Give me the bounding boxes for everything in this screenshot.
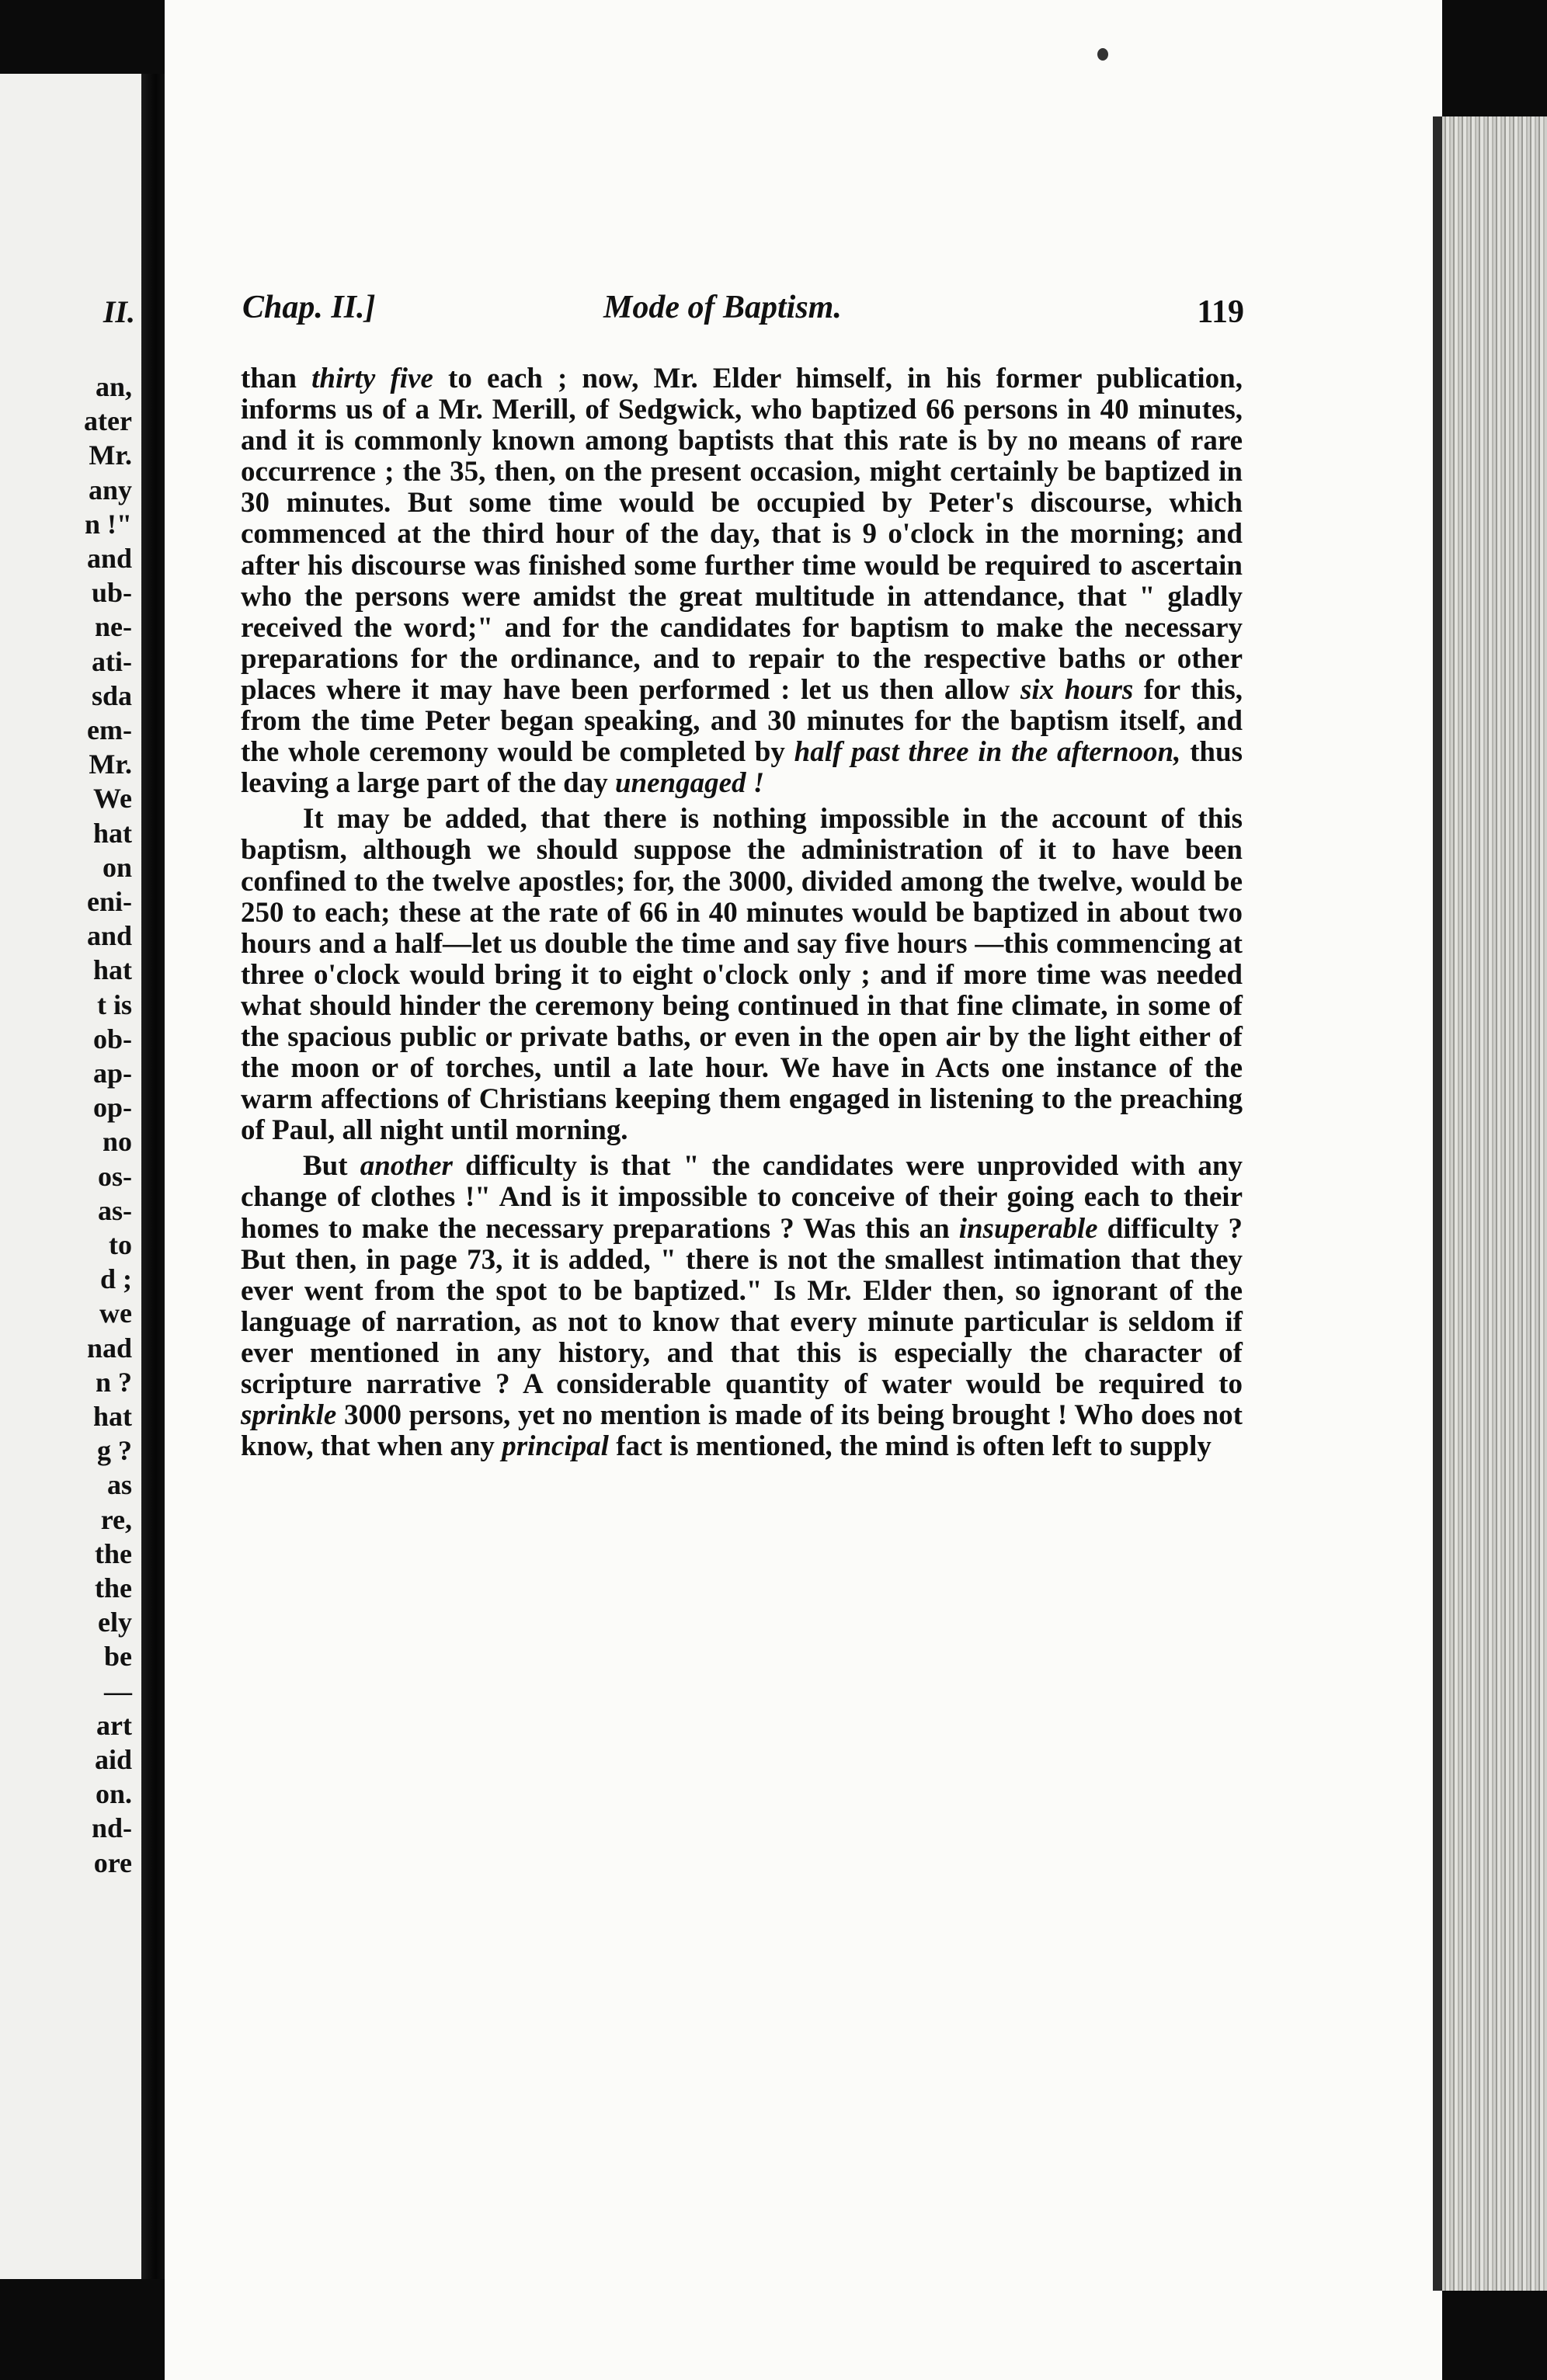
paragraph-1: than thirty five to each ; now, Mr. Elder himself, in his former publication, informs us of a Mr. Merill, of Sedgwick, who baptized 66 persons in 40 minutes, and it is commonly known among baptists that this rate is by no means of rare occurrence ; the 35, then, on the present occasion, might certainly be baptized in 30 minutes. But some time would be occupied by Peter's discourse, which commenced at the third hour of the day, that is 9 o'clock in the morning; and after his discourse was finished some further time would be required to ascertain who the persons were amidst the great multitude in attendance, that " gladly received the word;" and for the candidates for baptism to make the necessary preparations for the ordinance, and to repair to the respective baths or other places where it may have been performed : let us then allow six hours for this, from the time Peter began speaking, and 30 minutes for the baptism itself, and the whole ceremony would be completed by half past three in the afternoon, thus leaving a large part of the day unengaged ! bbox=[241, 363, 1243, 800]
left-page-fragment: op- bbox=[92, 1092, 132, 1124]
page-number: 119 bbox=[1197, 294, 1244, 330]
left-page-fragment: eni- bbox=[87, 886, 132, 917]
left-page-fragment: ater bbox=[84, 405, 132, 437]
left-page-fragment: we bbox=[99, 1298, 132, 1329]
left-page-fragment: any bbox=[88, 474, 132, 506]
left-page-fragment: the bbox=[95, 1537, 132, 1569]
running-head bbox=[242, 289, 1244, 335]
left-page-fragment: ati- bbox=[92, 645, 132, 677]
left-page-fragment: and bbox=[86, 920, 132, 952]
left-page-fragment: to bbox=[109, 1229, 132, 1260]
left-page-fragment: no bbox=[102, 1126, 132, 1158]
left-page-fragment: hat bbox=[92, 954, 132, 986]
left-facing-page bbox=[0, 74, 141, 2279]
left-page-fragment: sda bbox=[91, 679, 132, 711]
left-page-fragment: d ; bbox=[99, 1263, 132, 1295]
left-page-fragment: an, bbox=[95, 371, 132, 402]
left-page-fragment: re, bbox=[100, 1503, 132, 1535]
left-page-fragment: — bbox=[104, 1675, 132, 1707]
left-page-fragment: ore bbox=[93, 1847, 132, 1878]
left-page-fragment: as- bbox=[98, 1194, 132, 1226]
left-page-fragment: em- bbox=[87, 714, 132, 745]
left-page-header-fragment: II. bbox=[103, 294, 135, 329]
left-page-fragment: ob- bbox=[92, 1023, 132, 1054]
left-page-fragment: ne- bbox=[95, 611, 132, 643]
book-gutter bbox=[141, 74, 165, 2279]
left-page-fragment: ely bbox=[98, 1607, 132, 1638]
left-page-fragment: nd- bbox=[91, 1812, 132, 1844]
left-page-fragment: as bbox=[106, 1469, 132, 1501]
left-page-fragment: nad bbox=[86, 1332, 132, 1364]
left-page-fragment: We bbox=[93, 783, 132, 815]
left-page-fragment: n !" bbox=[85, 508, 132, 540]
running-title: Mode of Baptism. bbox=[603, 290, 842, 325]
left-page-fragment: hat bbox=[92, 1401, 132, 1432]
left-page-fragment: aid bbox=[94, 1744, 132, 1775]
left-page-fragment: Mr. bbox=[89, 749, 132, 780]
left-page-fragment: ub- bbox=[91, 577, 132, 609]
left-page-fragment: on. bbox=[95, 1778, 132, 1810]
left-page-fragment: and bbox=[86, 543, 132, 574]
page-stack-edge bbox=[1442, 116, 1547, 2291]
left-page-fragment: g ? bbox=[97, 1435, 132, 1467]
left-page-fragment: art bbox=[96, 1709, 132, 1741]
left-page-fragment: ap- bbox=[92, 1058, 132, 1089]
ink-spot bbox=[1097, 48, 1108, 61]
body-text bbox=[241, 363, 1243, 1462]
left-page-fragment: Mr. bbox=[89, 440, 132, 471]
left-page-fragment: on bbox=[102, 851, 132, 883]
left-page-fragment: os- bbox=[98, 1160, 132, 1192]
paragraph-3: But another difficulty is that " the candidates were unprovided with any change of clothes !" And is it impossible to conceive of their going each to their homes to make the necessary preparations ? Was this an insuperable difficulty ? But then, in page 73, it is added, " there is not the smallest intimation that they ever went from the spot to be baptized." Is Mr. Elder then, so ignorant of the language of narration, as not to know that every minute particular is seldom if ever mentioned in any history, and that this is especially the character of scripture narrative ? A considerable quantity of water would be required to sprinkle 3000 persons, yet no mention is made of its being brought ! Who does not know, that when any principal fact is mentioned, the mind is often left to supply bbox=[241, 1150, 1243, 1463]
left-page-fragment: n ? bbox=[95, 1366, 132, 1398]
left-page-fragment: t is bbox=[97, 988, 132, 1020]
paragraph-2: It may be added, that there is nothing impossible in the account of this baptism, although we should suppose the administration of it to have been confined to the twelve apostles; for, the 3000, divided among the twelve, would be 250 to each; these at the rate of 66 in 40 minutes would be baptized in about two hours and a half—let us double the time and say five hours —this commencing at three o'clock would bring it to eight o'clock only ; and if more time was needed what should hinder the ceremony being continued in that fine climate, in some of the spacious public or private baths, or even in the open air by the light either of the moon or of torches, until a late hour. We have in Acts one instance of the warm affections of Christians keeping them engaged in listening to the preaching of Paul, all night until morning. bbox=[241, 803, 1243, 1147]
chapter-label: Chap. II.] bbox=[242, 290, 376, 325]
left-page-fragment: hat bbox=[92, 817, 132, 849]
left-page-fragment: be bbox=[104, 1641, 132, 1673]
left-page-fragment: the bbox=[95, 1572, 132, 1603]
